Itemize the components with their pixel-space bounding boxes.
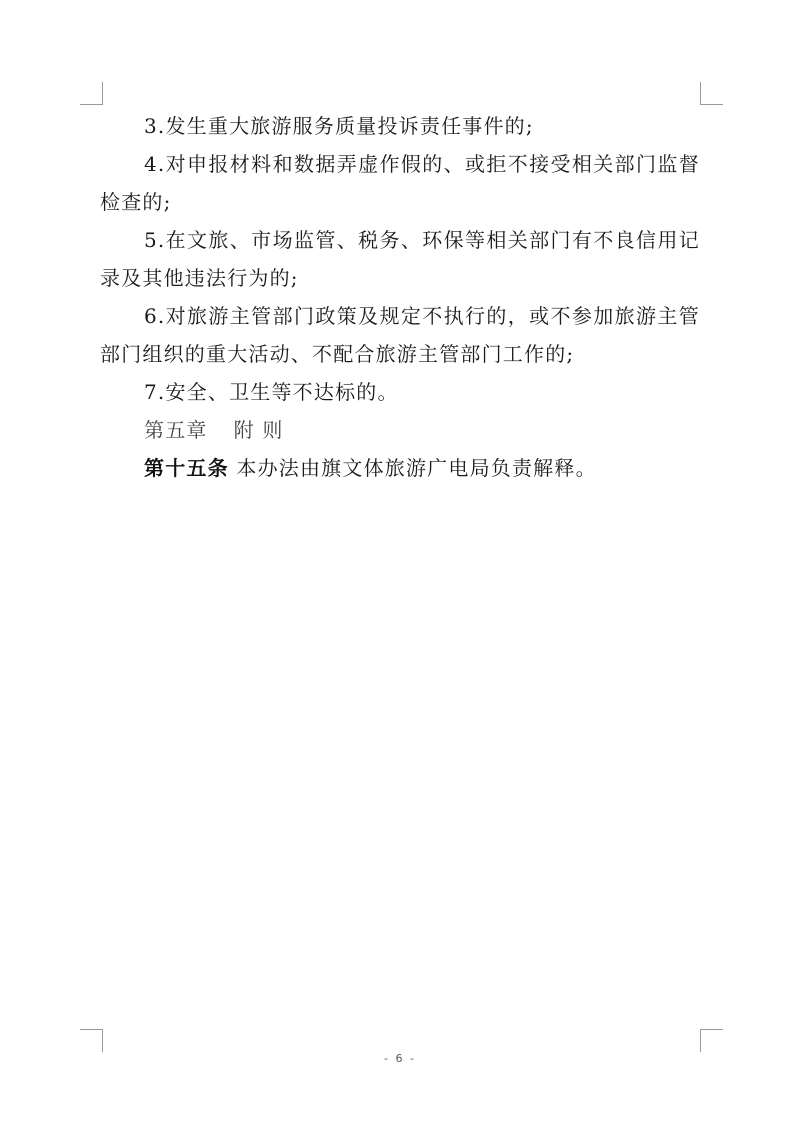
crop-mark-top-left (80, 82, 103, 105)
list-item: 5.在文旅、市场监管、税务、环保等相关部门有不良信用记录及其他违法行为的; (100, 228, 700, 290)
crop-mark-bottom-right (700, 1029, 723, 1052)
chapter-heading (100, 411, 700, 449)
article-heading: 第十五条 (144, 456, 229, 480)
list-item: 6.对旅游主管部门政策及规定不执行的，或不参加旅游主管部门组织的重大活动、不配合旅游主管部门工作的; (100, 304, 700, 366)
chapter-title: 附 则 (233, 418, 284, 442)
list-item: 4.对申报材料和数据弄虚作假的、或拒不接受相关部门监督检查的; (100, 152, 700, 214)
list-item: 3.发生重大旅游服务质量投诉责任事件的; (144, 114, 534, 138)
chapter-number: 第五章 (144, 418, 208, 442)
article-paragraph (100, 449, 700, 487)
page-number: - 6 - (384, 1052, 416, 1065)
list-item: 7.安全、卫生等不达标的。 (144, 380, 399, 404)
crop-mark-top-right (700, 82, 723, 105)
article-text: 本办法由旗文体旅游广电局负责解释。 (236, 456, 597, 480)
crop-mark-bottom-left (80, 1029, 103, 1052)
document-body (100, 107, 700, 487)
